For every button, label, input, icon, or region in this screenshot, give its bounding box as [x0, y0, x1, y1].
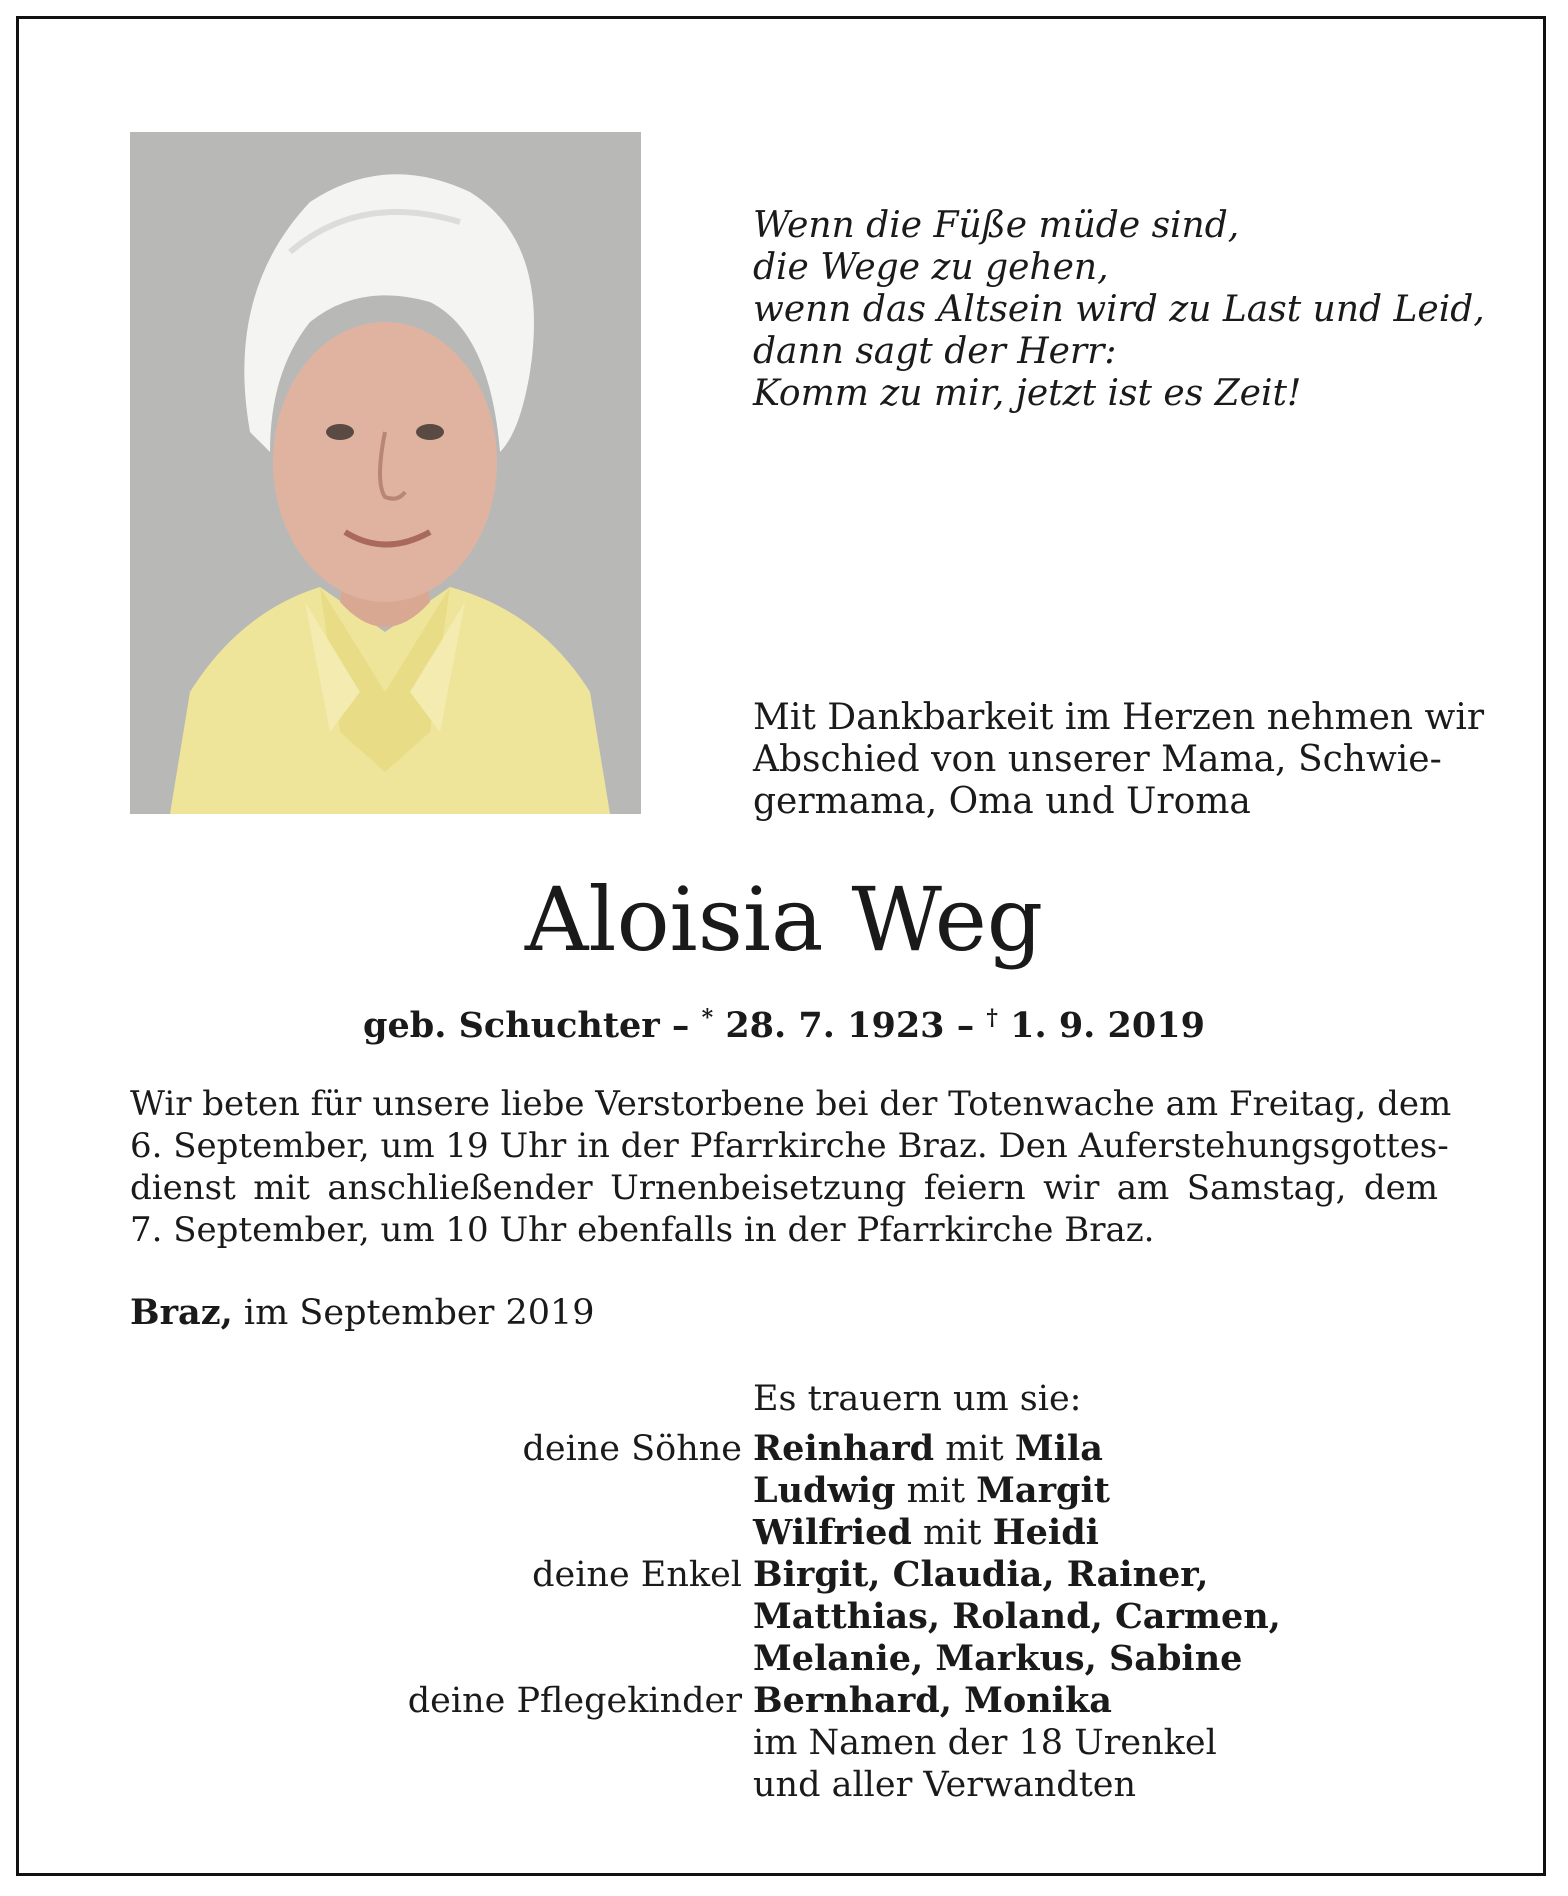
death-date: 1. 9. 2019 [1010, 1005, 1205, 1046]
partner-name: Margit [976, 1470, 1110, 1511]
sons-label: deine Söhne [522, 1429, 742, 1469]
closing-line: im Namen der 18 Urenkel [753, 1723, 1217, 1763]
grandchildren-names: Melanie, Markus, Sabine [753, 1638, 1243, 1679]
intro-line: germama, Oma und Uroma [753, 781, 1251, 822]
body-line: 7. September, um 10 Uhr ebenfalls in der Pfarrkirche Braz. [130, 1210, 1155, 1250]
body-line: dienst mit anschließender Urnenbeisetzung feiern wir am Samstag, dem [130, 1168, 1438, 1208]
grandchildren-names: Matthias, Roland, Carmen, [753, 1596, 1281, 1637]
body-line: 6. September, um 19 Uhr in der Pfarrkirche Braz. Den Auferstehungsgottes- [130, 1126, 1449, 1166]
son-entry [753, 1470, 1110, 1512]
with-word: mit [945, 1429, 1004, 1469]
poem-line: die Wege zu gehen, [753, 247, 1109, 288]
grandchildren-entry [753, 1596, 1281, 1638]
poem-line: Komm zu mir, jetzt ist es Zeit! [753, 373, 1302, 414]
grandchildren-label: deine Enkel [532, 1555, 742, 1595]
grandchildren-entry [753, 1638, 1242, 1680]
foster-names: Bernhard, Monika [753, 1680, 1112, 1721]
son-name: Ludwig [753, 1470, 896, 1511]
mourner-row [0, 1722, 1568, 1764]
body-line: Wir beten für unsere liebe Verstorbene bei der Totenwache am Freitag, dem [130, 1084, 1452, 1124]
mourners-intro: Es trauern um sie: [753, 1379, 1082, 1419]
partner-name: Heidi [992, 1512, 1099, 1553]
mourner-row [0, 1638, 1568, 1680]
son-name: Wilfried [753, 1512, 912, 1553]
son-entry [753, 1512, 1099, 1554]
with-word: mit [906, 1471, 966, 1511]
foster-entry [753, 1680, 1112, 1722]
place-town: Braz, [130, 1292, 233, 1333]
son-name: Reinhard [753, 1428, 935, 1469]
mourner-row [0, 1764, 1568, 1806]
mourner-row [0, 1470, 1568, 1512]
service-announcement [130, 1083, 1452, 1251]
mourners-list [0, 1428, 1568, 1806]
poem-line: Wenn die Füße müde sind, [753, 205, 1240, 246]
grandchildren-names: Birgit, Claudia, Rainer, [753, 1554, 1209, 1595]
death-symbol: † [986, 1005, 998, 1031]
place-date [130, 1292, 595, 1334]
with-word: mit [922, 1513, 982, 1553]
mourner-row [0, 1512, 1568, 1554]
mourner-row [0, 1680, 1568, 1722]
poem-line: dann sagt der Herr: [753, 331, 1117, 372]
mourner-row [0, 1428, 1568, 1470]
mourner-row [0, 1554, 1568, 1596]
birth-name: geb. Schuchter – [363, 1005, 690, 1046]
intro-line: Mit Dankbarkeit im Herzen nehmen wir [753, 697, 1485, 738]
place-date-text: im September 2019 [243, 1293, 595, 1333]
birth-symbol: * [701, 1005, 714, 1031]
birth-date: 28. 7. 1923 – [725, 1005, 975, 1046]
farewell-intro [753, 697, 1485, 823]
life-dates [0, 997, 1568, 1047]
deceased-name: Aloisia Weg [524, 868, 1044, 971]
son-entry [753, 1428, 1103, 1470]
grandchildren-entry [753, 1554, 1208, 1596]
portrait-photo [130, 132, 641, 814]
mourner-row [0, 1596, 1568, 1638]
intro-line: Abschied von unserer Mama, Schwie- [753, 739, 1442, 780]
poem-line: wenn das Altsein wird zu Last und Leid, [753, 289, 1485, 330]
foster-label: deine Pflegekinder [407, 1681, 742, 1721]
poem [753, 205, 1485, 415]
closing-line: und aller Verwandten [753, 1765, 1137, 1805]
partner-name: Mila [1014, 1428, 1103, 1469]
